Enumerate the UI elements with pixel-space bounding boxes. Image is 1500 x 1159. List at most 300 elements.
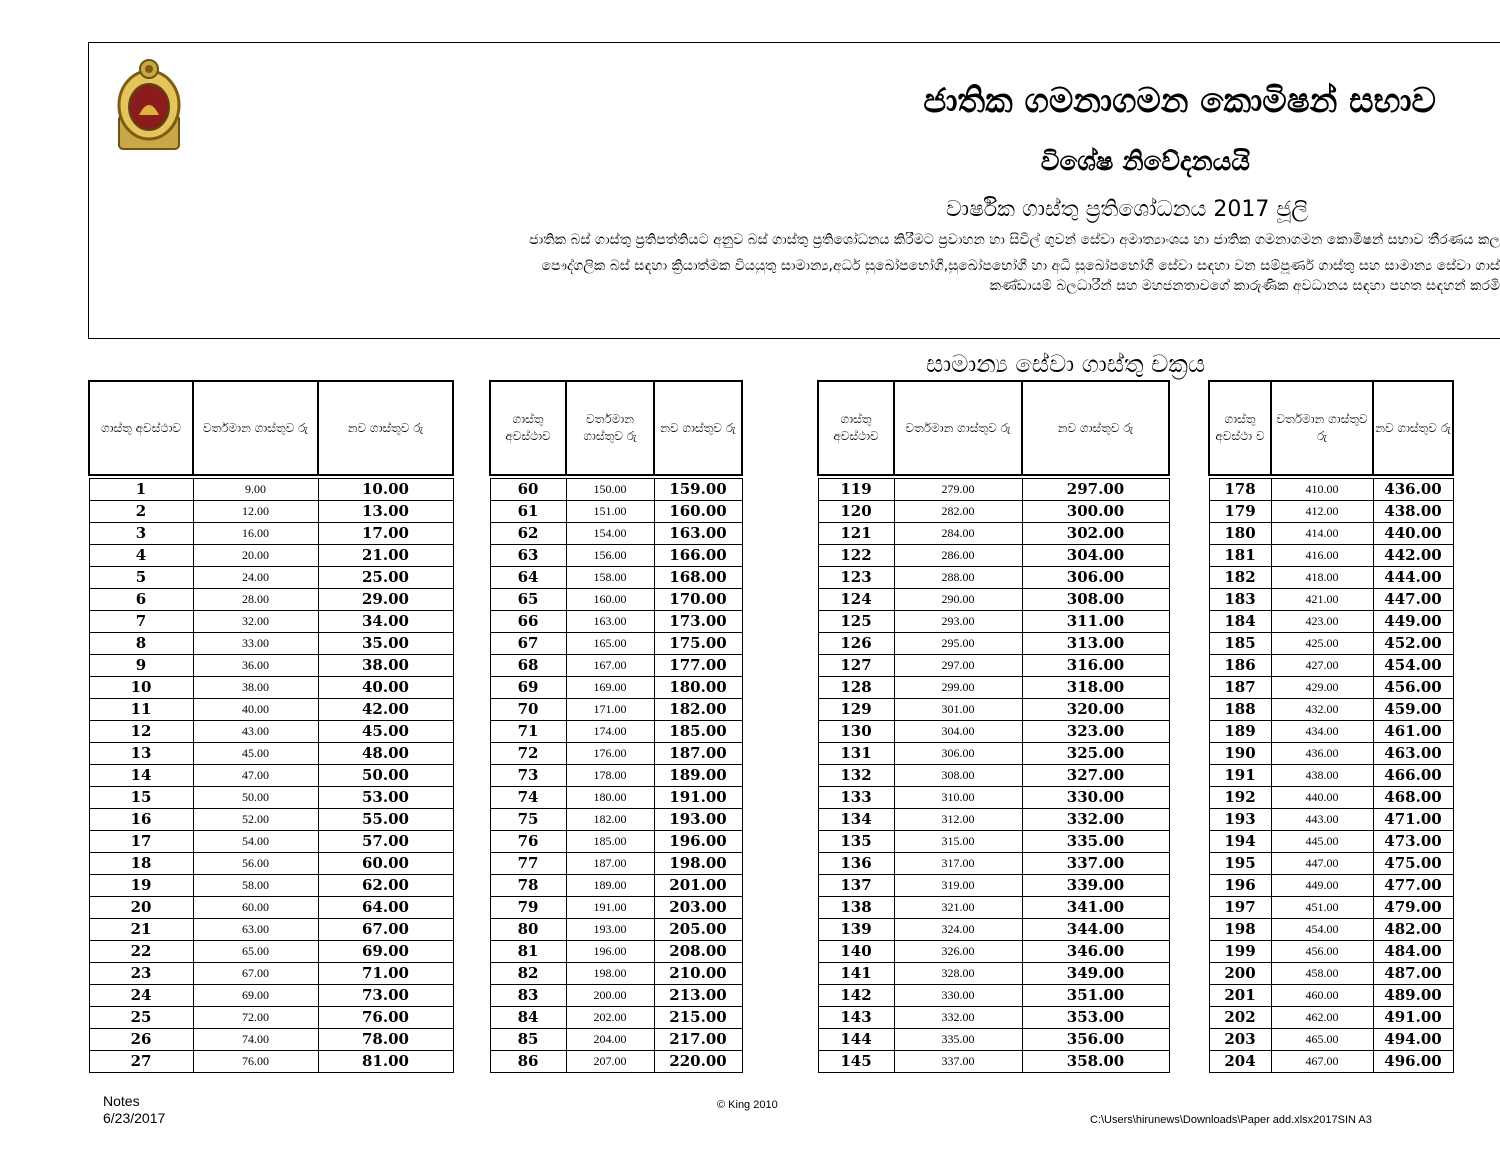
table-row	[89, 985, 453, 1007]
current-fare-cell: 284.00	[894, 523, 1022, 545]
table-row	[490, 655, 742, 677]
current-fare-cell: 63.00	[193, 919, 318, 941]
current-fare-cell: 50.00	[193, 787, 318, 809]
current-fare-cell: 315.00	[894, 831, 1022, 853]
new-fare-cell: 491.00	[1373, 1007, 1453, 1029]
stage-cell: 80	[490, 919, 566, 941]
new-fare-cell: 159.00	[654, 479, 742, 501]
fare-block-1	[88, 380, 454, 1073]
stage-cell: 75	[490, 809, 566, 831]
current-fare-cell: 330.00	[894, 985, 1022, 1007]
current-fare-cell: 60.00	[193, 897, 318, 919]
current-fare-cell: 324.00	[894, 919, 1022, 941]
new-fare-cell: 346.00	[1022, 941, 1169, 963]
current-fare-cell: 306.00	[894, 743, 1022, 765]
current-fare-cell: 319.00	[894, 875, 1022, 897]
new-fare-cell: 42.00	[318, 699, 453, 721]
current-fare-cell: 429.00	[1271, 677, 1373, 699]
stage-cell: 3	[89, 523, 193, 545]
new-fare-cell: 327.00	[1022, 765, 1169, 787]
current-fare-cell: 467.00	[1271, 1051, 1373, 1073]
table-row	[89, 919, 453, 941]
current-fare-cell: 58.00	[193, 875, 318, 897]
new-fare-cell: 477.00	[1373, 875, 1453, 897]
stage-cell: 184	[1209, 611, 1271, 633]
new-fare-cell: 187.00	[654, 743, 742, 765]
notice-paragraph-line-2: පෞද්ගලික බස් සඳහා ක්‍රියාත්මක වියයුතු සාමාන්‍ය,අර්ධ සුඛෝපභෝගී,සුඛෝපභෝගී හා අධි සුඛෝපභෝගී සේවා සඳහා වන සම්පූර්ණ ගාස්තු සහ සාමාන්‍ය සේවා ගාස්	[541, 258, 1500, 274]
footer-copyright: © King 2010	[717, 1099, 778, 1111]
new-fare-cell: 81.00	[318, 1051, 453, 1073]
column-header-stage: ගාස්තු අවස්ථා ව	[1209, 381, 1271, 475]
table-row	[89, 567, 453, 589]
table-row	[1209, 523, 1453, 545]
stage-cell: 195	[1209, 853, 1271, 875]
new-fare-cell: 316.00	[1022, 655, 1169, 677]
current-fare-cell: 154.00	[566, 523, 654, 545]
new-fare-cell: 452.00	[1373, 633, 1453, 655]
new-fare-cell: 463.00	[1373, 743, 1453, 765]
table-row	[89, 633, 453, 655]
new-fare-cell: 311.00	[1022, 611, 1169, 633]
current-fare-cell: 458.00	[1271, 963, 1373, 985]
stage-cell: 199	[1209, 941, 1271, 963]
current-fare-cell: 56.00	[193, 853, 318, 875]
stage-cell: 2	[89, 501, 193, 523]
stage-cell: 137	[818, 875, 894, 897]
table-row	[1209, 699, 1453, 721]
new-fare-cell: 198.00	[654, 853, 742, 875]
stage-cell: 20	[89, 897, 193, 919]
new-fare-cell: 160.00	[654, 501, 742, 523]
page-title: ජාතික ගමනාගමන කොමිෂන් සභාව	[923, 81, 1436, 121]
fare-block-3	[817, 380, 1170, 1073]
stage-cell: 26	[89, 1029, 193, 1051]
current-fare-cell: 36.00	[193, 655, 318, 677]
new-fare-cell: 163.00	[654, 523, 742, 545]
stage-cell: 78	[490, 875, 566, 897]
new-fare-cell: 358.00	[1022, 1051, 1169, 1073]
new-fare-cell: 21.00	[318, 545, 453, 567]
table-row	[818, 677, 1169, 699]
stage-cell: 182	[1209, 567, 1271, 589]
table-row	[89, 963, 453, 985]
current-fare-cell: 279.00	[894, 479, 1022, 501]
current-fare-cell: 418.00	[1271, 567, 1373, 589]
stage-cell: 200	[1209, 963, 1271, 985]
new-fare-cell: 494.00	[1373, 1029, 1453, 1051]
current-fare-cell: 185.00	[566, 831, 654, 853]
table-row	[490, 699, 742, 721]
table-row	[818, 1007, 1169, 1029]
current-fare-cell: 436.00	[1271, 743, 1373, 765]
header-box	[88, 42, 1500, 339]
current-fare-cell: 165.00	[566, 633, 654, 655]
stage-cell: 179	[1209, 501, 1271, 523]
current-fare-cell: 321.00	[894, 897, 1022, 919]
table-row	[818, 963, 1169, 985]
table-row	[89, 853, 453, 875]
new-fare-cell: 193.00	[654, 809, 742, 831]
stage-cell: 133	[818, 787, 894, 809]
current-fare-cell: 326.00	[894, 941, 1022, 963]
new-fare-cell: 349.00	[1022, 963, 1169, 985]
column-header-stage: ගාස්තු අවස්ථාව	[89, 381, 193, 475]
stage-cell: 139	[818, 919, 894, 941]
new-fare-cell: 300.00	[1022, 501, 1169, 523]
table-row	[818, 633, 1169, 655]
table-row	[818, 1029, 1169, 1051]
stage-cell: 190	[1209, 743, 1271, 765]
current-fare-cell: 76.00	[193, 1051, 318, 1073]
new-fare-cell: 473.00	[1373, 831, 1453, 853]
current-fare-cell: 176.00	[566, 743, 654, 765]
stage-cell: 187	[1209, 677, 1271, 699]
fare-block-4	[1208, 380, 1454, 1073]
current-fare-cell: 310.00	[894, 787, 1022, 809]
new-fare-cell: 208.00	[654, 941, 742, 963]
table-row	[818, 853, 1169, 875]
current-fare-cell: 196.00	[566, 941, 654, 963]
table-row	[490, 1029, 742, 1051]
stage-cell: 143	[818, 1007, 894, 1029]
stage-cell: 125	[818, 611, 894, 633]
table-row	[818, 875, 1169, 897]
table-row	[818, 501, 1169, 523]
current-fare-cell: 189.00	[566, 875, 654, 897]
page-subtitle: විශේෂ නිවේදනයයි	[1040, 147, 1250, 177]
current-fare-cell: 16.00	[193, 523, 318, 545]
table-row	[490, 721, 742, 743]
new-fare-cell: 215.00	[654, 1007, 742, 1029]
stage-cell: 198	[1209, 919, 1271, 941]
current-fare-cell: 412.00	[1271, 501, 1373, 523]
new-fare-cell: 182.00	[654, 699, 742, 721]
stage-cell: 10	[89, 677, 193, 699]
table-row	[89, 941, 453, 963]
notes-label: Notes	[103, 1093, 140, 1109]
new-fare-cell: 313.00	[1022, 633, 1169, 655]
stage-cell: 119	[818, 479, 894, 501]
table-row	[818, 545, 1169, 567]
new-fare-cell: 45.00	[318, 721, 453, 743]
table-row	[1209, 633, 1453, 655]
stage-cell: 66	[490, 611, 566, 633]
new-fare-cell: 332.00	[1022, 809, 1169, 831]
table-row	[1209, 1007, 1453, 1029]
new-fare-cell: 323.00	[1022, 721, 1169, 743]
stage-cell: 64	[490, 567, 566, 589]
table-row	[1209, 919, 1453, 941]
current-fare-cell: 20.00	[193, 545, 318, 567]
table-row	[89, 721, 453, 743]
new-fare-cell: 62.00	[318, 875, 453, 897]
stage-cell: 142	[818, 985, 894, 1007]
stage-cell: 123	[818, 567, 894, 589]
footer-file-path: C:\Users\hirunews\Downloads\Paper add.xlsx2017SIN A3	[1090, 1114, 1372, 1126]
new-fare-cell: 482.00	[1373, 919, 1453, 941]
current-fare-cell: 282.00	[894, 501, 1022, 523]
new-fare-cell: 220.00	[654, 1051, 742, 1073]
column-header-new: නව ගාස්තුව රු	[654, 381, 742, 475]
table-row	[89, 655, 453, 677]
stage-cell: 67	[490, 633, 566, 655]
new-fare-cell: 173.00	[654, 611, 742, 633]
current-fare-cell: 438.00	[1271, 765, 1373, 787]
stage-cell: 4	[89, 545, 193, 567]
stage-cell: 185	[1209, 633, 1271, 655]
current-fare-cell: 416.00	[1271, 545, 1373, 567]
table-row	[89, 787, 453, 809]
new-fare-cell: 170.00	[654, 589, 742, 611]
stage-cell: 17	[89, 831, 193, 853]
stage-cell: 130	[818, 721, 894, 743]
current-fare-cell: 160.00	[566, 589, 654, 611]
stage-cell: 81	[490, 941, 566, 963]
current-fare-cell: 72.00	[193, 1007, 318, 1029]
stage-cell: 131	[818, 743, 894, 765]
stage-cell: 145	[818, 1051, 894, 1073]
current-fare-cell: 150.00	[566, 479, 654, 501]
new-fare-cell: 29.00	[318, 589, 453, 611]
new-fare-cell: 475.00	[1373, 853, 1453, 875]
current-fare-cell: 308.00	[894, 765, 1022, 787]
new-fare-cell: 487.00	[1373, 963, 1453, 985]
table-row	[490, 787, 742, 809]
stage-cell: 197	[1209, 897, 1271, 919]
table-row	[490, 567, 742, 589]
new-fare-cell: 64.00	[318, 897, 453, 919]
current-fare-cell: 299.00	[894, 677, 1022, 699]
new-fare-cell: 13.00	[318, 501, 453, 523]
new-fare-cell: 297.00	[1022, 479, 1169, 501]
new-fare-cell: 201.00	[654, 875, 742, 897]
table-row	[490, 589, 742, 611]
current-fare-cell: 32.00	[193, 611, 318, 633]
table-row	[818, 611, 1169, 633]
current-fare-cell: 171.00	[566, 699, 654, 721]
table-row	[89, 1051, 453, 1073]
stage-cell: 144	[818, 1029, 894, 1051]
new-fare-cell: 217.00	[654, 1029, 742, 1051]
table-row	[818, 897, 1169, 919]
new-fare-cell: 330.00	[1022, 787, 1169, 809]
new-fare-cell: 308.00	[1022, 589, 1169, 611]
new-fare-cell: 50.00	[318, 765, 453, 787]
new-fare-cell: 55.00	[318, 809, 453, 831]
table-row	[490, 501, 742, 523]
current-fare-cell: 447.00	[1271, 853, 1373, 875]
table-row	[490, 743, 742, 765]
new-fare-cell: 38.00	[318, 655, 453, 677]
stage-cell: 11	[89, 699, 193, 721]
table-row	[490, 523, 742, 545]
table-row	[490, 985, 742, 1007]
stage-cell: 82	[490, 963, 566, 985]
current-fare-cell: 462.00	[1271, 1007, 1373, 1029]
current-fare-cell: 198.00	[566, 963, 654, 985]
stage-cell: 178	[1209, 479, 1271, 501]
new-fare-cell: 213.00	[654, 985, 742, 1007]
stage-cell: 71	[490, 721, 566, 743]
stage-cell: 15	[89, 787, 193, 809]
table-row	[818, 1051, 1169, 1073]
table-row	[1209, 589, 1453, 611]
current-fare-cell: 432.00	[1271, 699, 1373, 721]
table-row	[490, 545, 742, 567]
new-fare-cell: 210.00	[654, 963, 742, 985]
stage-cell: 12	[89, 721, 193, 743]
stage-cell: 73	[490, 765, 566, 787]
new-fare-cell: 302.00	[1022, 523, 1169, 545]
new-fare-cell: 484.00	[1373, 941, 1453, 963]
current-fare-cell: 43.00	[193, 721, 318, 743]
table-row	[89, 589, 453, 611]
stage-cell: 181	[1209, 545, 1271, 567]
new-fare-cell: 436.00	[1373, 479, 1453, 501]
current-fare-cell: 74.00	[193, 1029, 318, 1051]
table-row	[89, 677, 453, 699]
table-row	[490, 1051, 742, 1073]
current-fare-cell: 286.00	[894, 545, 1022, 567]
current-fare-cell: 449.00	[1271, 875, 1373, 897]
stage-cell: 136	[818, 853, 894, 875]
column-header-new: නව ගාස්තුව රු	[1022, 381, 1169, 475]
stage-cell: 76	[490, 831, 566, 853]
table-row	[818, 831, 1169, 853]
table-row	[490, 633, 742, 655]
stage-cell: 85	[490, 1029, 566, 1051]
current-fare-cell: 423.00	[1271, 611, 1373, 633]
stage-cell: 62	[490, 523, 566, 545]
current-fare-cell: 28.00	[193, 589, 318, 611]
table-row	[818, 523, 1169, 545]
new-fare-cell: 344.00	[1022, 919, 1169, 941]
stage-cell: 16	[89, 809, 193, 831]
stage-cell: 27	[89, 1051, 193, 1073]
new-fare-cell: 318.00	[1022, 677, 1169, 699]
new-fare-cell: 191.00	[654, 787, 742, 809]
new-fare-cell: 180.00	[654, 677, 742, 699]
new-fare-cell: 189.00	[654, 765, 742, 787]
table-row	[490, 875, 742, 897]
stage-cell: 188	[1209, 699, 1271, 721]
table-row	[1209, 721, 1453, 743]
new-fare-cell: 177.00	[654, 655, 742, 677]
table-row	[89, 699, 453, 721]
table-row	[818, 919, 1169, 941]
new-fare-cell: 454.00	[1373, 655, 1453, 677]
table-row	[1209, 963, 1453, 985]
table-row	[490, 853, 742, 875]
current-fare-cell: 9.00	[193, 479, 318, 501]
stage-cell: 13	[89, 743, 193, 765]
state-emblem-icon	[111, 55, 187, 155]
current-fare-cell: 414.00	[1271, 523, 1373, 545]
new-fare-cell: 471.00	[1373, 809, 1453, 831]
current-fare-cell: 434.00	[1271, 721, 1373, 743]
stage-cell: 6	[89, 589, 193, 611]
stage-cell: 9	[89, 655, 193, 677]
current-fare-cell: 312.00	[894, 809, 1022, 831]
stage-cell: 72	[490, 743, 566, 765]
stage-cell: 126	[818, 633, 894, 655]
new-fare-cell: 438.00	[1373, 501, 1453, 523]
stage-cell: 83	[490, 985, 566, 1007]
new-fare-cell: 17.00	[318, 523, 453, 545]
fare-block-2	[489, 380, 743, 1073]
stage-cell: 5	[89, 567, 193, 589]
stage-cell: 84	[490, 1007, 566, 1029]
current-fare-cell: 317.00	[894, 853, 1022, 875]
stage-cell: 189	[1209, 721, 1271, 743]
fare-table	[817, 380, 1170, 1073]
stage-cell: 127	[818, 655, 894, 677]
stage-cell: 120	[818, 501, 894, 523]
stage-cell: 61	[490, 501, 566, 523]
stage-cell: 79	[490, 897, 566, 919]
table-row	[1209, 501, 1453, 523]
current-fare-cell: 193.00	[566, 919, 654, 941]
column-header-stage: ගාස්තු අවස්ථාව	[490, 381, 566, 475]
current-fare-cell: 421.00	[1271, 589, 1373, 611]
current-fare-cell: 65.00	[193, 941, 318, 963]
new-fare-cell: 166.00	[654, 545, 742, 567]
stage-cell: 134	[818, 809, 894, 831]
stage-cell: 138	[818, 897, 894, 919]
current-fare-cell: 191.00	[566, 897, 654, 919]
table-row	[89, 765, 453, 787]
current-fare-cell: 295.00	[894, 633, 1022, 655]
table-row	[490, 765, 742, 787]
table-row	[89, 897, 453, 919]
stage-cell: 196	[1209, 875, 1271, 897]
stage-cell: 203	[1209, 1029, 1271, 1051]
new-fare-cell: 34.00	[318, 611, 453, 633]
column-header-current: වර්තමාන ගාස්තුව රු	[1271, 381, 1373, 475]
new-fare-cell: 196.00	[654, 831, 742, 853]
stage-cell: 60	[490, 479, 566, 501]
current-fare-cell: 33.00	[193, 633, 318, 655]
new-fare-cell: 339.00	[1022, 875, 1169, 897]
stage-cell: 193	[1209, 809, 1271, 831]
new-fare-cell: 40.00	[318, 677, 453, 699]
current-fare-cell: 24.00	[193, 567, 318, 589]
column-header-stage: ගාස්තු අවස්ථාව	[818, 381, 894, 475]
stage-cell: 122	[818, 545, 894, 567]
stage-cell: 141	[818, 963, 894, 985]
current-fare-cell: 425.00	[1271, 633, 1373, 655]
stage-cell: 135	[818, 831, 894, 853]
column-header-new: නව ගාස්තුව රු	[318, 381, 453, 475]
new-fare-cell: 461.00	[1373, 721, 1453, 743]
fare-table	[1208, 380, 1454, 1073]
current-fare-cell: 12.00	[193, 501, 318, 523]
table-row	[1209, 567, 1453, 589]
new-fare-cell: 78.00	[318, 1029, 453, 1051]
current-fare-cell: 410.00	[1271, 479, 1373, 501]
footer-date: 6/23/2017	[103, 1110, 166, 1126]
current-fare-cell: 158.00	[566, 567, 654, 589]
new-fare-cell: 57.00	[318, 831, 453, 853]
table-row	[1209, 853, 1453, 875]
current-fare-cell: 178.00	[566, 765, 654, 787]
table-row	[818, 985, 1169, 1007]
stage-cell: 121	[818, 523, 894, 545]
stage-cell: 22	[89, 941, 193, 963]
table-row	[89, 611, 453, 633]
new-fare-cell: 351.00	[1022, 985, 1169, 1007]
table-row	[1209, 611, 1453, 633]
